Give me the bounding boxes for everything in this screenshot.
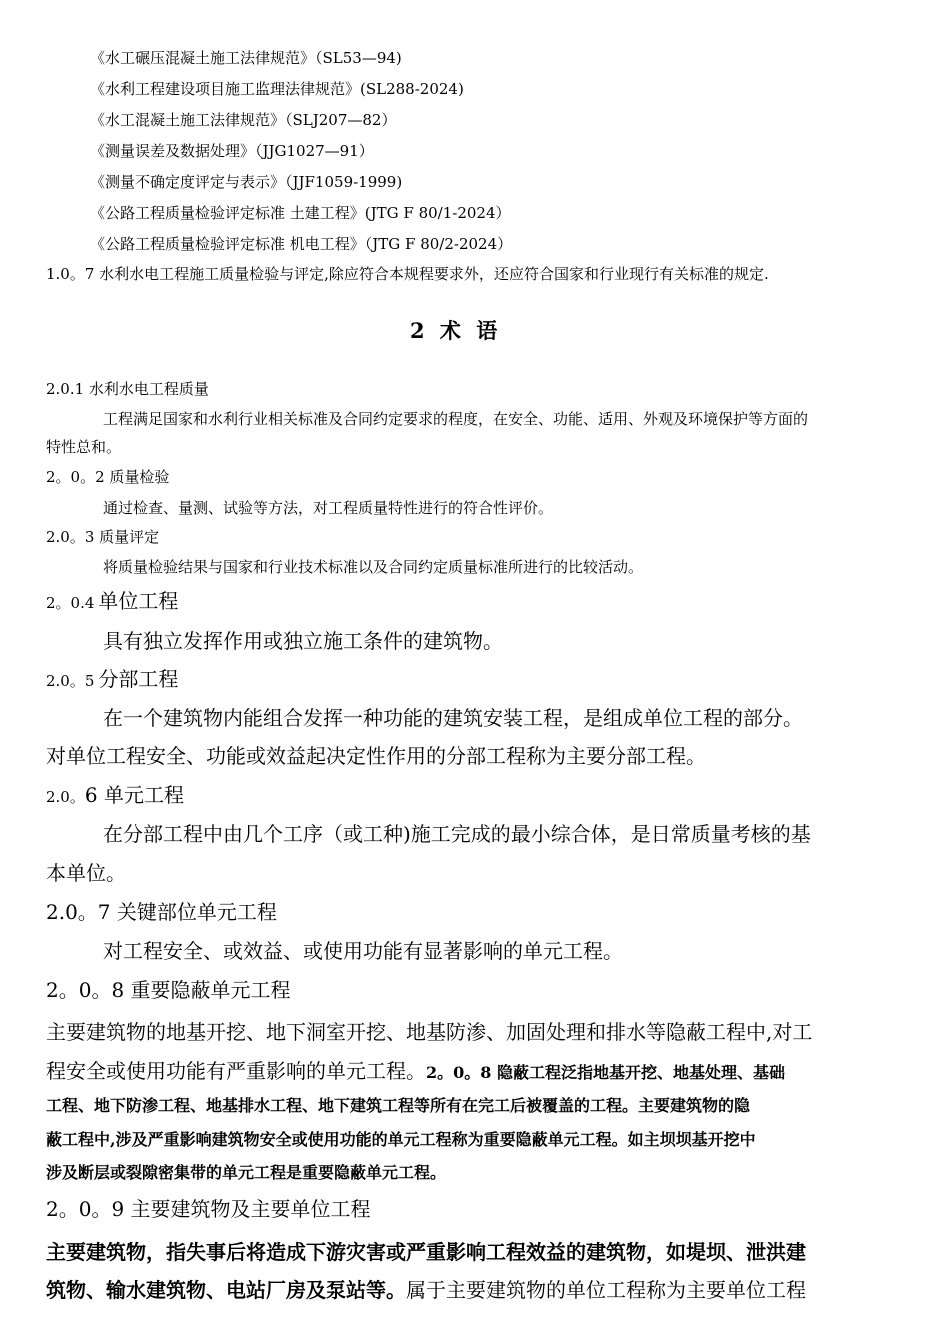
chapter-title: 2 术 语 bbox=[410, 318, 502, 343]
body-normal-text: 程安全或使用功能有严重影响的单元工程。 bbox=[46, 1059, 426, 1083]
body-normal-text: 属于主要建筑物的单位工程称为主要单位工程 bbox=[406, 1278, 806, 1302]
term-body-line: 在一个建筑物内能组合发挥一种功能的建筑安装工程，是组成单位工程的部分。 bbox=[103, 706, 803, 730]
term-body-line: 主要建筑物的地基开挖、地下洞室开挖、地基防渗、加固处理和排水等隐蔽工程中,对工 bbox=[46, 1020, 813, 1044]
reference-item: 《水工混凝土施工法律规范》（SLJ207—82） bbox=[90, 111, 397, 129]
reference-item: 《水利工程建设项目施工监理法律规范》(SL288-2024) bbox=[90, 80, 464, 98]
term-name: 6 单元工程 bbox=[84, 783, 184, 807]
clause-1-0-7: 1.0。7 水利水电工程施工质量检验与评定,除应符合本规程要求外，还应符合国家和行业现行有关标准的规定. bbox=[46, 265, 769, 283]
term-heading-2-0-7: 2.0。7 关键部位单元工程 bbox=[46, 900, 277, 924]
reference-item: 《测量误差及数据处理》（JJG1027—91） bbox=[90, 142, 374, 160]
term-body-line: 将质量检验结果与国家和行业技术标准以及合同约定质量标准所进行的比较活动。 bbox=[103, 558, 644, 576]
term-number: 2。0.4 bbox=[46, 594, 95, 612]
term-heading-2-0-9: 2。0。9 主要建筑物及主要单位工程 bbox=[46, 1197, 371, 1221]
term-heading-2-0-5 bbox=[46, 663, 178, 692]
term-body-line: 工程满足国家和水利行业相关标准及合同约定要求的程度，在安全、功能、适用、外观及环境保护等方面的 bbox=[103, 410, 809, 428]
reference-item: 《公路工程质量检验评定标准 机电工程》（JTG F 80/2-2024） bbox=[90, 235, 513, 253]
reference-item: 《水工碾压混凝土施工法律规范》（SL53—94) bbox=[90, 49, 402, 67]
body-bold-line: 蔽工程中,涉及严重影响建筑物安全或使用功能的单元工程称为重要隐蔽单元工程。如主坝坝基开挖中 bbox=[46, 1130, 756, 1149]
term-number: 2.0。5 bbox=[46, 672, 95, 690]
term-heading-2-0-3: 2.0。3 质量评定 bbox=[46, 528, 160, 546]
term-heading-2-0-4 bbox=[46, 585, 178, 614]
term-body-line bbox=[46, 1055, 785, 1084]
term-heading-2-0-1: 2.0.1 水利水电工程质量 bbox=[46, 380, 209, 398]
term-heading-2-0-6 bbox=[46, 779, 184, 808]
body-bold-text: 筑物、输水建筑物、电站厂房及泵站等。 bbox=[46, 1278, 406, 1302]
term-body-line: 本单位。 bbox=[46, 861, 126, 885]
term-body-line: 在分部工程中由几个工序（或工种)施工完成的最小综合体，是日常质量考核的基 bbox=[103, 822, 811, 846]
reference-item: 《测量不确定度评定与表示》（JJF1059-1999) bbox=[90, 173, 403, 191]
term-body-line: 对单位工程安全、功能或效益起决定性作用的分部工程称为主要分部工程。 bbox=[46, 744, 706, 768]
term-body-line: 特性总和。 bbox=[46, 438, 122, 456]
term-heading-2-0-8: 2。0。8 重要隐蔽单元工程 bbox=[46, 978, 291, 1002]
body-bold-line: 工程、地下防渗工程、地基排水工程、地下建筑工程等所有在完工后被覆盖的工程。主要建筑物的隐 bbox=[46, 1096, 751, 1115]
term-body-line: 具有独立发挥作用或独立施工条件的建筑物。 bbox=[103, 629, 503, 653]
term-body-line: 对工程安全、或效益、或使用功能有显著影响的单元工程。 bbox=[103, 939, 623, 963]
term-name: 分部工程 bbox=[98, 667, 179, 691]
body-bold-text: 2。0。8 隐蔽工程泛指地基开挖、地基处理、基础 bbox=[426, 1063, 785, 1082]
term-body-line: 通过检查、量测、试验等方法，对工程质量特性进行的符合性评价。 bbox=[103, 499, 554, 517]
term-heading-2-0-2: 2。0。2 质量检验 bbox=[46, 468, 170, 486]
reference-item: 《公路工程质量检验评定标准 土建工程》(JTG F 80/1-2024） bbox=[90, 204, 511, 222]
term-body-line bbox=[46, 1274, 806, 1303]
term-name: 单位工程 bbox=[98, 589, 179, 613]
body-bold-line: 涉及断层或裂隙密集带的单元工程是重要隐蔽单元工程。 bbox=[46, 1163, 447, 1182]
body-bold-line: 主要建筑物，指失事后将造成下游灾害或严重影响工程效益的建筑物，如堤坝、泄洪建 bbox=[46, 1240, 806, 1264]
term-number: 2.0。 bbox=[46, 788, 85, 806]
